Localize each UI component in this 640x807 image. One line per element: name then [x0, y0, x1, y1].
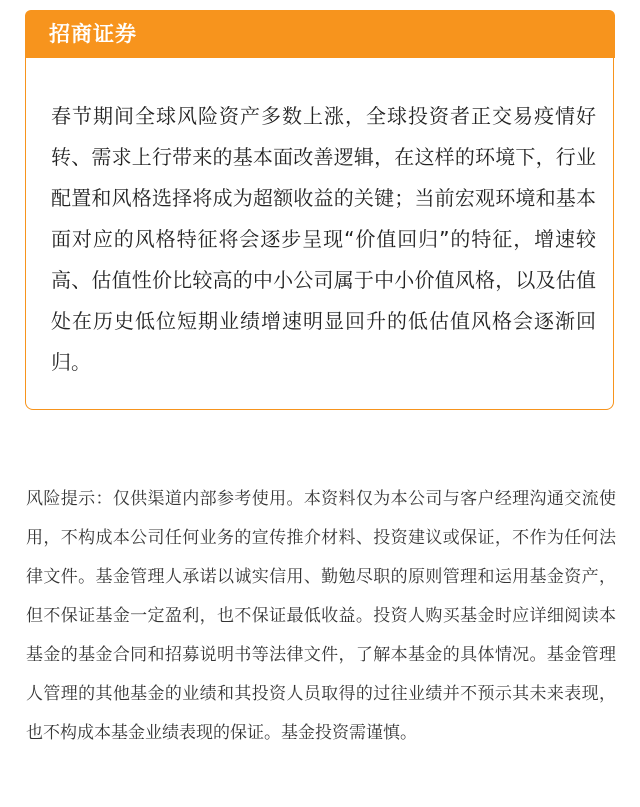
content-box	[25, 58, 614, 410]
risk-disclaimer: 风险提示：仅供渠道内部参考使用。本资料仅为本公司与客户经理沟通交流使用，不构成本公司任何业务的宣传推介材料、投资建议或保证，不作为任何法律文件。基金管理人承诺以诚实信用、勤勉尽职的原则管理和运用基金资产，但不保证基金一定盈利，也不保证最低收益。投资人购买基金时应详细阅读本基金的基金合同和招募说明书等法律文件，了解本基金的具体情况。基金管理人管理的其他基金的业绩和其投资人员取得的过往业绩并不预示其未来表现，也不构成本基金业绩表现的保证。基金投资需谨慎。	[26, 489, 616, 743]
section-header	[25, 10, 615, 58]
section-title: 招商证券	[49, 22, 137, 46]
content-paragraph: 春节期间全球风险资产多数上涨，全球投资者正交易疫情好转、需求上行带来的基本面改善逻辑，在这样的环境下，行业配置和风格选择将成为超额收益的关键；当前宏观环境和基本面对应的风格特征将会逐步呈现“价值回归”的特征，增速较高、估值性价比较高的中小公司属于中小价值风格，以及估值处在历史低位短期业绩增速明显回升的低估值风格会逐渐回归。	[51, 104, 596, 374]
